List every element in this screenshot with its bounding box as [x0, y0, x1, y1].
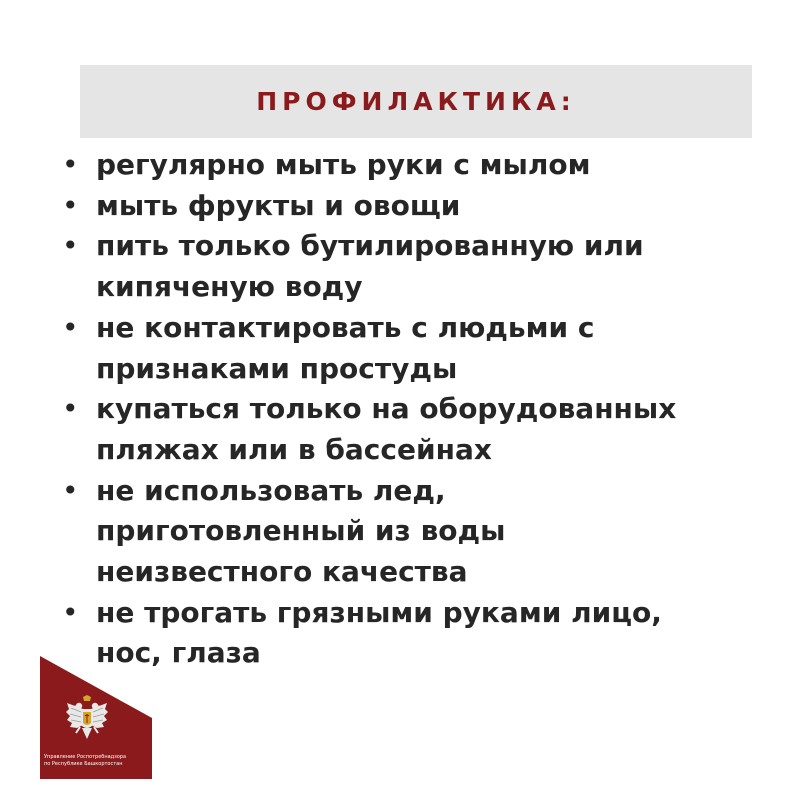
organization-logo: [40, 656, 152, 779]
list-item-line: пить только бутилированную или: [96, 229, 644, 263]
bullet-icon: •: [62, 473, 79, 507]
list-item-line: приготовленный из воды: [96, 514, 506, 548]
list-item: [0, 308, 800, 389]
list-item-line: пляжах или в бассейнах: [96, 432, 492, 466]
organization-name: [44, 754, 150, 768]
double-headed-eagle-icon: [65, 695, 109, 747]
list-item: [0, 186, 800, 227]
list-item-line: не использовать лед,: [96, 473, 446, 507]
list-item-line: не контактировать с людьми с: [96, 310, 595, 344]
bullet-icon: •: [62, 595, 79, 629]
list-item-line: купаться только на оборудованных: [96, 392, 677, 426]
bullet-icon: •: [62, 310, 79, 344]
bullet-icon: •: [62, 229, 79, 263]
organization-name-line: по Республике Башкортостан: [44, 761, 123, 767]
title-banner: [80, 65, 752, 138]
bullet-icon: •: [62, 188, 79, 222]
organization-name-line: Управление Роспотребнадзора: [44, 754, 127, 760]
page-title: ПРОФИЛАКТИКА:: [256, 87, 576, 116]
list-item: [0, 226, 800, 307]
list-item-line: кипяченую воду: [96, 270, 363, 304]
list-item-line: не трогать грязными руками лицо,: [96, 595, 662, 629]
list-item-line: мыть фрукты и овощи: [96, 188, 461, 222]
list-item-line: признаками простуды: [96, 351, 458, 385]
list-item: [0, 145, 800, 186]
list-item: [0, 471, 800, 593]
list-item-line: неизвестного качества: [96, 555, 468, 589]
list-item-line: нос, глаза: [96, 636, 261, 670]
bullet-icon: •: [62, 148, 79, 181]
list-item-line: регулярно мыть руки с мылом: [96, 148, 591, 181]
bullet-icon: •: [62, 392, 79, 426]
list-item: [0, 389, 800, 470]
prevention-list: [0, 145, 800, 674]
